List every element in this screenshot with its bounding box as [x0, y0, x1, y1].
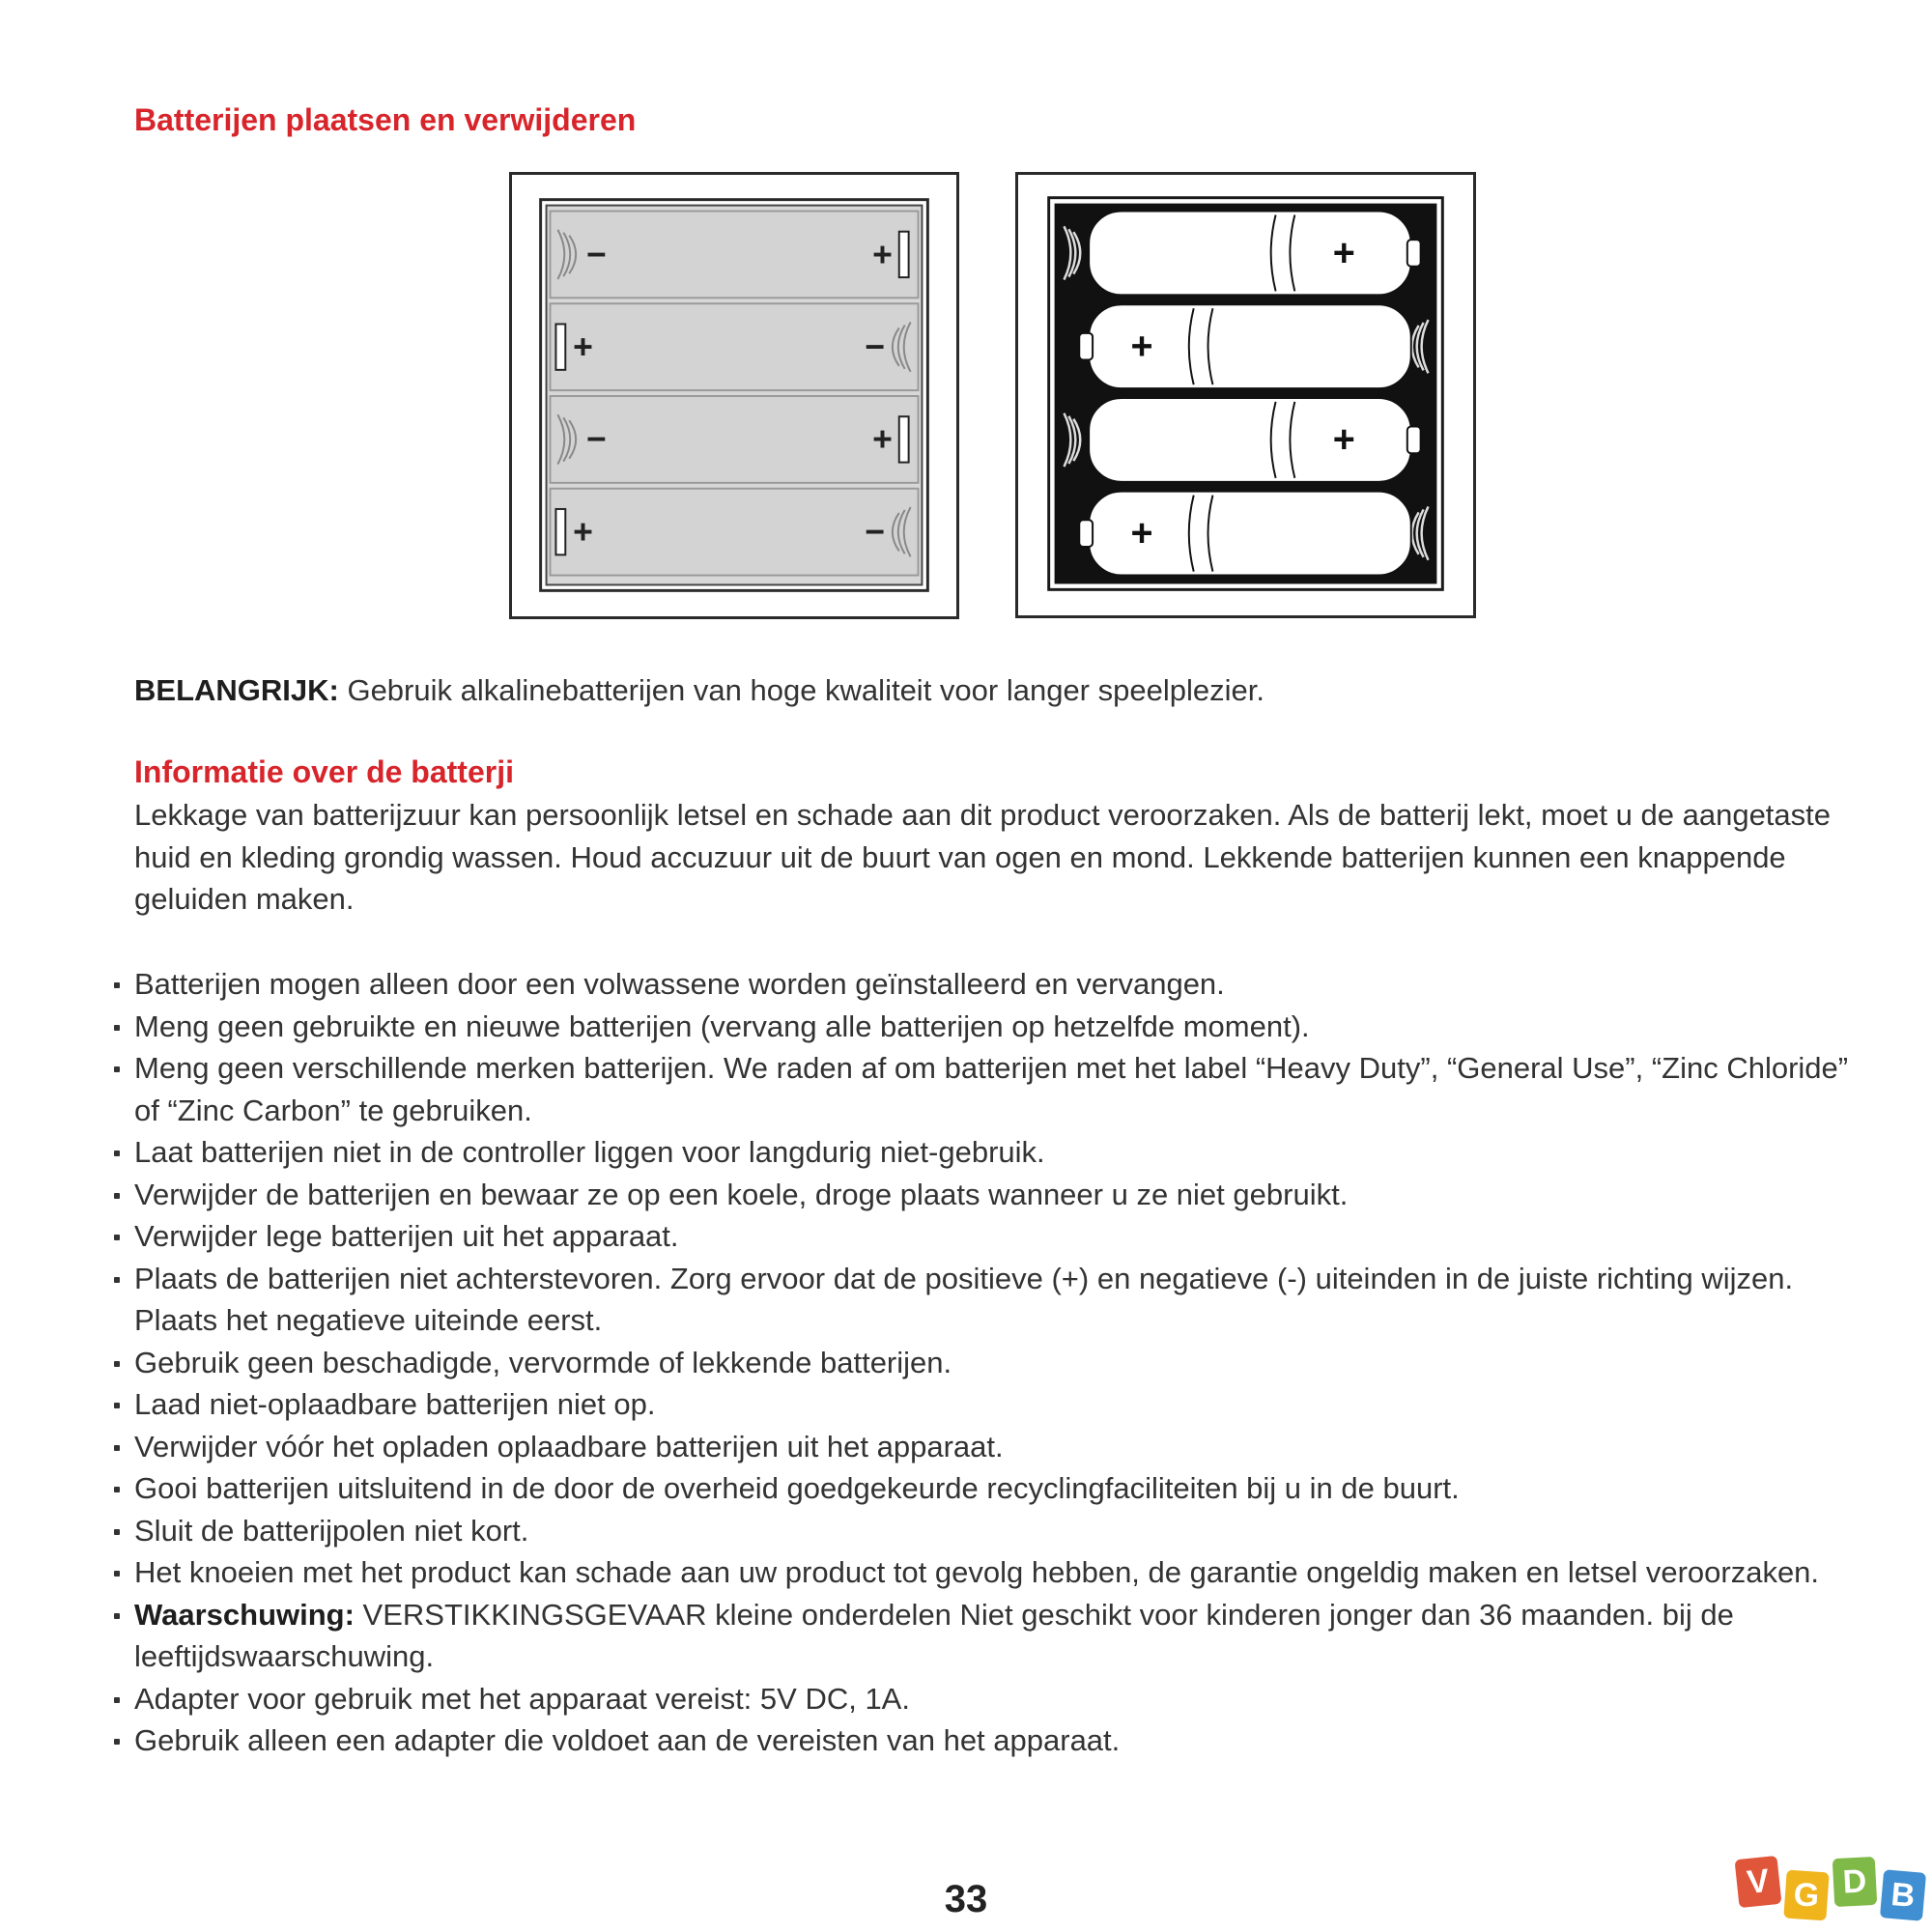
battery-body — [1089, 212, 1411, 296]
section-heading-battery-install: Batterijen plaatsen en verwijderen — [134, 102, 637, 137]
list-item: Meng geen gebruikte en nieuwe batterijen (vervang alle batterijen op hetzelfde moment). — [114, 1006, 1853, 1048]
polarity-label: + — [872, 235, 893, 274]
logo-letter-d: D — [1833, 1857, 1878, 1907]
polarity-label: + — [573, 327, 593, 367]
installed-batteries-diagram — [1015, 172, 1476, 618]
list-item: Batterijen mogen alleen door een volwassene worden geïnstalleerd en vervangen. — [114, 963, 1853, 1006]
important-label: BELANGRIJK: — [134, 673, 339, 707]
flat-contact-icon — [555, 324, 565, 369]
battery-info-paragraph: Lekkage van batterijzuur kan persoonlijk letsel en schade aan dit product veroorzaken. Als de batterij lekt, moet u de aangetaste huid en kleding grondig wassen. Houd accuzuur uit de buurt van ogen en mond. Lekkende batterijen kunnen een knappende geluiden maken. — [134, 798, 1832, 916]
battery-terminal-icon — [1407, 240, 1421, 267]
warning-item — [114, 1594, 1853, 1678]
flat-contact-icon — [555, 509, 565, 554]
polarity-label: + — [1130, 511, 1153, 554]
section-heading-battery-info: Informatie over de batterji — [134, 754, 514, 789]
battery-terminal-icon — [1079, 333, 1093, 360]
empty-battery-compartment-diagram — [509, 172, 959, 619]
polarity-label: − — [586, 419, 607, 459]
polarity-label: − — [586, 235, 607, 274]
polarity-label: − — [865, 327, 885, 367]
flat-contact-icon — [899, 416, 909, 462]
list-item: Het knoeien met het product kan schade aan uw product tot gevolg hebben, de garantie ongeldig maken en letsel veroorzaken. — [114, 1551, 1853, 1594]
polarity-label: + — [573, 512, 593, 552]
list-item: Verwijder lege batterijen uit het apparaat. — [114, 1215, 1853, 1258]
list-item: Gebruik geen beschadigde, vervormde of lekkende batterijen. — [114, 1342, 1853, 1384]
polarity-label: + — [1332, 231, 1355, 274]
installed-batteries-illustration — [1018, 175, 1473, 615]
battery-body — [1089, 398, 1411, 482]
polarity-label: − — [865, 512, 885, 552]
polarity-label: + — [1332, 418, 1355, 462]
flat-contact-icon — [899, 232, 909, 277]
battery-safety-list — [114, 963, 1853, 1762]
battery-terminal-icon — [1407, 427, 1421, 454]
empty-compartment-illustration — [512, 175, 956, 616]
list-item: Laat batterijen niet in de controller liggen voor langdurig niet-gebruik. — [114, 1131, 1853, 1174]
list-item: Verwijder vóór het opladen oplaadbare batterijen uit het apparaat. — [114, 1426, 1853, 1468]
list-item: Laad niet-oplaadbare batterijen niet op. — [114, 1383, 1853, 1426]
logo-letter-g: G — [1783, 1870, 1829, 1921]
logo-letter-b: B — [1880, 1869, 1926, 1921]
list-item: Adapter voor gebruik met het apparaat vereist: 5V DC, 1A. — [114, 1678, 1853, 1720]
list-item: Plaats de batterijen niet achterstevoren. Zorg ervoor dat de positieve (+) en negatieve (-) uiteinden in de juiste richting wijzen. Plaats het negatieve uiteinde eerst. — [114, 1258, 1853, 1342]
warning-label: Waarschuwing: — [134, 1597, 355, 1632]
battery-terminal-icon — [1079, 520, 1093, 547]
battery-slot — [551, 489, 919, 576]
vgdb-logo — [1737, 1858, 1930, 1927]
battery-slot — [551, 303, 919, 390]
list-item: Meng geen verschillende merken batterijen. We raden af om batterijen met het label “Heavy Duty”, “General Use”, “Zinc Chloride” of “Zinc Carbon” te gebruiken. — [114, 1047, 1853, 1131]
list-item: Gooi batterijen uitsluitend in de door de overheid goedgekeurde recyclingfaciliteiten bij u in de buurt. — [114, 1467, 1853, 1510]
important-note — [134, 671, 1264, 710]
warning-text: VERSTIKKINGSGEVAAR kleine onderdelen Niet geschikt voor kinderen jonger dan 36 maanden. bij de leeftijdswaarschuwing. — [134, 1597, 1734, 1673]
list-item: Gebruik alleen een adapter die voldoet aan de vereisten van het apparaat. — [114, 1719, 1853, 1762]
list-item: Verwijder de batterijen en bewaar ze op een koele, droge plaats wanneer u ze niet gebruikt. — [114, 1174, 1853, 1216]
list-item: Sluit de batterijpolen niet kort. — [114, 1510, 1853, 1552]
important-text: Gebruik alkalinebatterijen van hoge kwaliteit voor langer speelplezier. — [338, 673, 1264, 707]
polarity-label: + — [1130, 325, 1153, 368]
logo-letter-v: V — [1735, 1856, 1782, 1908]
polarity-label: + — [872, 419, 893, 459]
page-number: 33 — [944, 1878, 988, 1920]
